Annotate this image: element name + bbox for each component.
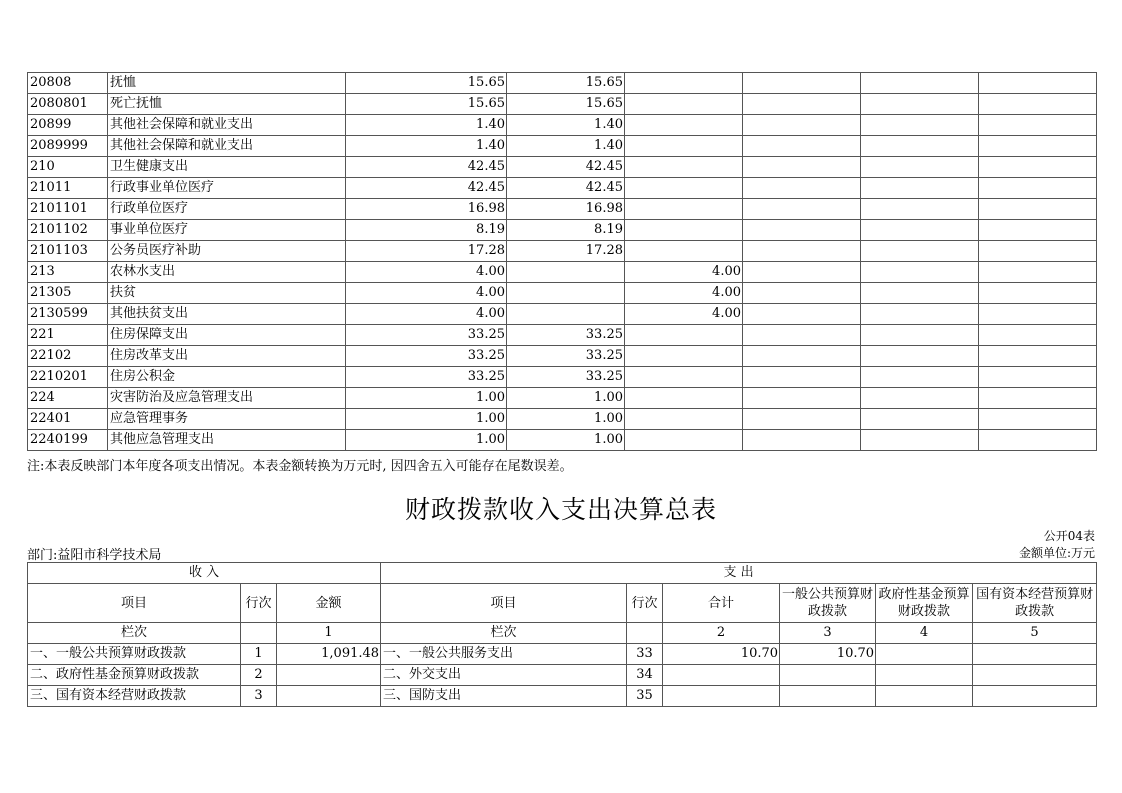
item-code-cell: 2101101 (28, 199, 108, 220)
empty-cell (979, 73, 1097, 94)
empty-cell (979, 325, 1097, 346)
fund-budget-cell (876, 644, 973, 665)
basic-expense-cell: 16.98 (507, 199, 625, 220)
expense-row-no-cell: 34 (627, 665, 663, 686)
project-expense-cell (625, 178, 743, 199)
basic-expense-cell: 1.00 (507, 388, 625, 409)
income-amount-cell: 1,091.48 (277, 644, 381, 665)
empty-cell (861, 409, 979, 430)
income-item-cell: 二、政府性基金预算财政拨款 (28, 665, 241, 686)
empty-cell (979, 115, 1097, 136)
item-code-cell: 22401 (28, 409, 108, 430)
table-row (28, 409, 1097, 430)
empty-cell (979, 283, 1097, 304)
table-row (28, 94, 1097, 115)
item-name-cell: 行政事业单位医疗 (108, 178, 346, 199)
income-item-cell: 三、国有资本经营财政拨款 (28, 686, 241, 707)
income-item-cell: 一、一般公共预算财政拨款 (28, 644, 241, 665)
empty-cell (743, 199, 861, 220)
item-name-cell: 应急管理事务 (108, 409, 346, 430)
total-cell: 1.00 (346, 388, 507, 409)
total-cell: 1.40 (346, 115, 507, 136)
empty-cell (861, 262, 979, 283)
expense-total-cell: 10.70 (663, 644, 780, 665)
income-amount-cell (277, 665, 381, 686)
income-row-no-cell: 1 (241, 644, 277, 665)
empty-cell (861, 73, 979, 94)
col-index-5: 5 (973, 623, 1097, 644)
total-cell: 33.25 (346, 325, 507, 346)
empty-cell (743, 262, 861, 283)
item-name-cell: 住房公积金 (108, 367, 346, 388)
empty-cell (627, 623, 663, 644)
empty-cell (861, 220, 979, 241)
item-code-cell: 21011 (28, 178, 108, 199)
total-cell: 15.65 (346, 73, 507, 94)
item-name-cell: 其他社会保障和就业支出 (108, 115, 346, 136)
empty-cell (861, 325, 979, 346)
item-code-cell: 2089999 (28, 136, 108, 157)
expense-item-cell: 一、一般公共服务支出 (381, 644, 627, 665)
empty-cell (743, 367, 861, 388)
fund-budget-cell (876, 665, 973, 686)
empty-cell (979, 241, 1097, 262)
section-header-row (28, 563, 1097, 584)
expenditure-detail-table (27, 72, 1097, 451)
total-cell: 4.00 (346, 304, 507, 325)
empty-cell (241, 623, 277, 644)
table-row (28, 73, 1097, 94)
project-expense-cell (625, 136, 743, 157)
total-cell: 15.65 (346, 94, 507, 115)
total-cell: 4.00 (346, 262, 507, 283)
table-row (28, 262, 1097, 283)
expenditure-detail-body (28, 73, 1097, 451)
table-row (28, 388, 1097, 409)
empty-cell (861, 136, 979, 157)
item-code-cell: 224 (28, 388, 108, 409)
table-row (28, 304, 1097, 325)
empty-cell (979, 346, 1097, 367)
col-income-row-no: 行次 (241, 584, 277, 623)
col-expense-item: 项目 (381, 584, 627, 623)
project-expense-cell (625, 367, 743, 388)
fund-budget-cell (876, 686, 973, 707)
empty-cell (979, 157, 1097, 178)
item-code-cell: 2101102 (28, 220, 108, 241)
empty-cell (743, 94, 861, 115)
empty-cell (861, 388, 979, 409)
col-fund-budget: 政府性基金预算财政拨款 (876, 584, 973, 623)
total-cell: 8.19 (346, 220, 507, 241)
item-code-cell: 221 (28, 325, 108, 346)
basic-expense-cell: 15.65 (507, 73, 625, 94)
item-name-cell: 公务员医疗补助 (108, 241, 346, 262)
item-name-cell: 抚恤 (108, 73, 346, 94)
total-cell: 1.40 (346, 136, 507, 157)
empty-cell (743, 157, 861, 178)
empty-cell (861, 199, 979, 220)
item-name-cell: 事业单位医疗 (108, 220, 346, 241)
basic-expense-cell: 42.45 (507, 178, 625, 199)
table-row (28, 241, 1097, 262)
table-row (28, 325, 1097, 346)
basic-expense-cell (507, 283, 625, 304)
fiscal-summary-body (28, 563, 1097, 707)
empty-cell (861, 304, 979, 325)
expense-header: 支 出 (381, 563, 1097, 584)
total-cell: 1.00 (346, 409, 507, 430)
empty-cell (861, 178, 979, 199)
basic-expense-cell: 1.00 (507, 430, 625, 451)
income-amount-cell (277, 686, 381, 707)
project-expense-cell (625, 199, 743, 220)
total-cell: 16.98 (346, 199, 507, 220)
item-code-cell: 2240199 (28, 430, 108, 451)
basic-expense-cell (507, 262, 625, 283)
project-expense-cell (625, 241, 743, 262)
item-name-cell: 其他应急管理支出 (108, 430, 346, 451)
empty-cell (979, 136, 1097, 157)
fiscal-summary-table (27, 562, 1097, 707)
total-cell: 33.25 (346, 346, 507, 367)
income-header: 收 入 (28, 563, 381, 584)
table-row (28, 178, 1097, 199)
empty-cell (979, 262, 1097, 283)
project-expense-cell: 4.00 (625, 283, 743, 304)
expense-item-cell: 二、外交支出 (381, 665, 627, 686)
total-cell: 42.45 (346, 157, 507, 178)
page-title: 财政拨款收入支出决算总表 (404, 495, 717, 524)
project-expense-cell: 4.00 (625, 304, 743, 325)
item-name-cell: 灾害防治及应急管理支出 (108, 388, 346, 409)
project-expense-cell: 4.00 (625, 262, 743, 283)
department-label: 部门:益阳市科学技术局 (27, 548, 162, 563)
basic-expense-cell: 33.25 (507, 367, 625, 388)
basic-expense-cell: 1.40 (507, 115, 625, 136)
income-row-no-cell: 3 (241, 686, 277, 707)
table-row (28, 220, 1097, 241)
expense-row-no-cell: 33 (627, 644, 663, 665)
item-name-cell: 行政单位医疗 (108, 199, 346, 220)
empty-cell (743, 73, 861, 94)
empty-cell (979, 220, 1097, 241)
project-expense-cell (625, 346, 743, 367)
basic-expense-cell: 33.25 (507, 325, 625, 346)
total-cell: 17.28 (346, 241, 507, 262)
empty-cell (861, 157, 979, 178)
empty-cell (861, 283, 979, 304)
item-name-cell: 住房保障支出 (108, 325, 346, 346)
empty-cell (743, 220, 861, 241)
project-expense-cell (625, 325, 743, 346)
empty-cell (743, 178, 861, 199)
empty-cell (743, 388, 861, 409)
project-expense-cell (625, 115, 743, 136)
state-capital-cell (973, 644, 1097, 665)
basic-expense-cell: 17.28 (507, 241, 625, 262)
empty-cell (743, 304, 861, 325)
table-row (28, 644, 1097, 665)
item-name-cell: 扶贫 (108, 283, 346, 304)
total-cell: 42.45 (346, 178, 507, 199)
col-income-item: 项目 (28, 584, 241, 623)
general-budget-cell (780, 665, 876, 686)
general-budget-cell: 10.70 (780, 644, 876, 665)
item-code-cell: 20899 (28, 115, 108, 136)
total-cell: 1.00 (346, 430, 507, 451)
item-code-cell: 22102 (28, 346, 108, 367)
item-name-cell: 其他社会保障和就业支出 (108, 136, 346, 157)
project-expense-cell (625, 388, 743, 409)
income-row-no-cell: 2 (241, 665, 277, 686)
project-expense-cell (625, 73, 743, 94)
table-row (28, 199, 1097, 220)
item-name-cell: 住房改革支出 (108, 346, 346, 367)
project-expense-cell (625, 157, 743, 178)
lanci-expense: 栏次 (381, 623, 627, 644)
item-code-cell: 2210201 (28, 367, 108, 388)
expense-total-cell (663, 665, 780, 686)
basic-expense-cell: 1.00 (507, 409, 625, 430)
project-expense-cell (625, 430, 743, 451)
table-row (28, 346, 1097, 367)
col-total: 合计 (663, 584, 780, 623)
empty-cell (979, 409, 1097, 430)
col-income-amount: 金额 (277, 584, 381, 623)
item-name-cell: 死亡抚恤 (108, 94, 346, 115)
empty-cell (743, 325, 861, 346)
empty-cell (979, 388, 1097, 409)
col-index-1: 1 (277, 623, 381, 644)
empty-cell (743, 241, 861, 262)
table-note: 注:本表反映部门本年度各项支出情况。本表金额转换为万元时, 因四舍五入可能存在尾数误差。 (27, 459, 573, 474)
basic-expense-cell: 33.25 (507, 346, 625, 367)
basic-expense-cell (507, 304, 625, 325)
table-row (28, 686, 1097, 707)
total-cell: 33.25 (346, 367, 507, 388)
table-row (28, 665, 1097, 686)
item-name-cell: 农林水支出 (108, 262, 346, 283)
state-capital-cell (973, 665, 1097, 686)
empty-cell (743, 409, 861, 430)
expense-total-cell (663, 686, 780, 707)
table-row (28, 115, 1097, 136)
column-header-row (28, 584, 1097, 623)
form-number: 公开04表 (1043, 529, 1095, 543)
empty-cell (979, 94, 1097, 115)
item-name-cell: 其他扶贫支出 (108, 304, 346, 325)
expense-row-no-cell: 35 (627, 686, 663, 707)
table-row (28, 283, 1097, 304)
item-code-cell: 2080801 (28, 94, 108, 115)
basic-expense-cell: 42.45 (507, 157, 625, 178)
basic-expense-cell: 15.65 (507, 94, 625, 115)
column-index-row (28, 623, 1097, 644)
empty-cell (861, 94, 979, 115)
empty-cell (979, 304, 1097, 325)
empty-cell (743, 136, 861, 157)
project-expense-cell (625, 94, 743, 115)
empty-cell (979, 178, 1097, 199)
empty-cell (861, 241, 979, 262)
basic-expense-cell: 8.19 (507, 220, 625, 241)
general-budget-cell (780, 686, 876, 707)
amount-unit-label: 金额单位:万元 (1018, 546, 1095, 560)
table-row (28, 430, 1097, 451)
empty-cell (861, 367, 979, 388)
empty-cell (979, 430, 1097, 451)
col-state-capital-budget: 国有资本经营预算财政拨款 (973, 584, 1097, 623)
item-name-cell: 卫生健康支出 (108, 157, 346, 178)
col-index-4: 4 (876, 623, 973, 644)
item-code-cell: 2101103 (28, 241, 108, 262)
lanci-income: 栏次 (28, 623, 241, 644)
state-capital-cell (973, 686, 1097, 707)
empty-cell (979, 199, 1097, 220)
table-row (28, 136, 1097, 157)
project-expense-cell (625, 220, 743, 241)
table-row (28, 367, 1097, 388)
col-index-2: 2 (663, 623, 780, 644)
expense-item-cell: 三、国防支出 (381, 686, 627, 707)
col-expense-row-no: 行次 (627, 584, 663, 623)
project-expense-cell (625, 409, 743, 430)
total-cell: 4.00 (346, 283, 507, 304)
table-row (28, 157, 1097, 178)
empty-cell (861, 430, 979, 451)
item-code-cell: 21305 (28, 283, 108, 304)
empty-cell (743, 346, 861, 367)
empty-cell (861, 115, 979, 136)
item-code-cell: 20808 (28, 73, 108, 94)
empty-cell (743, 115, 861, 136)
empty-cell (861, 346, 979, 367)
item-code-cell: 213 (28, 262, 108, 283)
col-general-budget: 一般公共预算财政拨款 (780, 584, 876, 623)
item-code-cell: 2130599 (28, 304, 108, 325)
item-code-cell: 210 (28, 157, 108, 178)
empty-cell (979, 367, 1097, 388)
basic-expense-cell: 1.40 (507, 136, 625, 157)
col-index-3: 3 (780, 623, 876, 644)
empty-cell (743, 430, 861, 451)
empty-cell (743, 283, 861, 304)
